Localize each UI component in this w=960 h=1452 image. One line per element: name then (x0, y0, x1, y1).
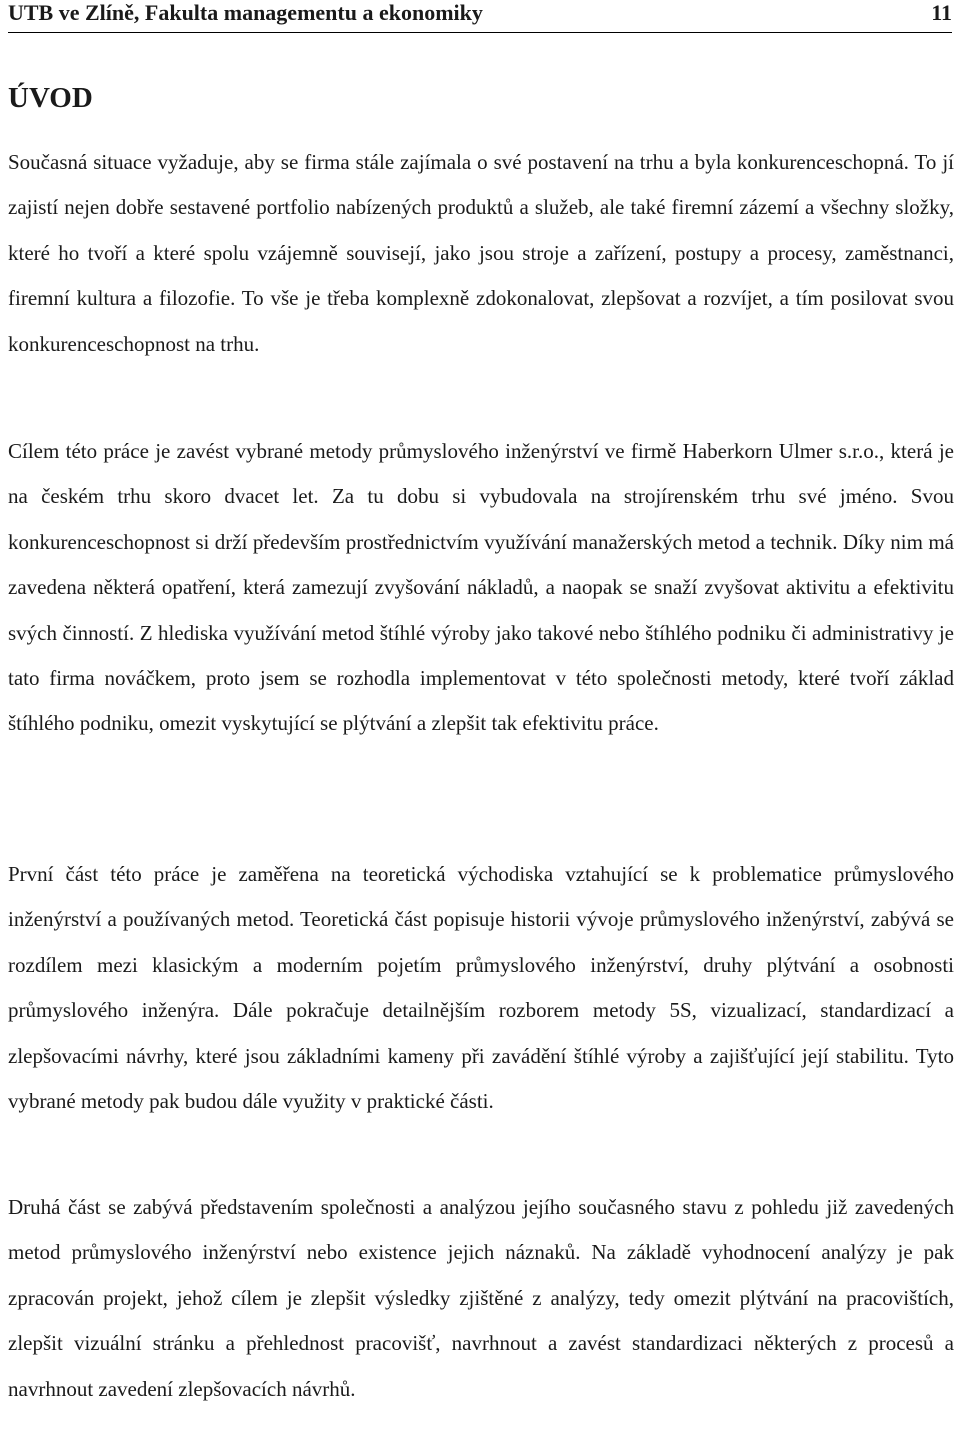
page-number: 11 (931, 0, 952, 25)
chapter-title: ÚVOD (8, 82, 93, 114)
header-title: UTB ve Zlíně, Fakulta managementu a ekonomiky (8, 0, 483, 25)
page-header (8, 0, 952, 33)
paragraph-intro: Současná situace vyžaduje, aby se firma stále zajímala o své postavení na trhu a byla konkurenceschopná. To jí zajistí nejen dobře sestavené portfolio nabízených produktů a služeb, ale také firemní zázemí a všechny složky, které ho tvoří a které spolu vzájemně souvisejí, jako jsou stroje a zařízení, postupy a procesy, zaměstnanci, firemní kultura a filozofie. To vše je třeba komplexně zdokonalovat, zlepšovat a rozvíjet, a tím posilovat svou konkurenceschopnost na trhu. (8, 150, 954, 356)
paragraph-theory: První část této práce je zaměřena na teoretická východiska vztahující se k problematice průmyslového inženýrství a používaných metod. Teoretická část popisuje historii vývoje průmyslového inženýrství, zabývá se rozdílem mezi klasickým a moderním pojetím průmyslového inženýrství, druhy plýtvání a osobnosti průmyslového inženýra. Dále pokračuje detailnějším rozborem metody 5S, vizualizací, standardizací a zlepšovacími návrhy, které jsou základními kameny při zavádění štíhlé výroby a zajišťující její stabilitu. Tyto vybrané metody pak budou dále využity v praktické části. (8, 862, 954, 1114)
paragraph-goal: Cílem této práce je zavést vybrané metody průmyslového inženýrství ve firmě Haberkorn Ulmer s.r.o., která je na českém trhu skoro dvacet let. Za tu dobu si vybudovala na strojírenském trhu své jméno. Svou konkurenceschopnost si drží především prostřednictvím využívání manažerských metod a technik. Díky nim má zavedena některá opatření, která zamezují zvyšování nákladů, a naopak se snaží zvyšovat aktivitu a efektivitu svých činností. Z hlediska využívání metod štíhlé výroby jako takové nebo štíhlého podniku či administrativy je tato firma nováčkem, proto jsem se rozhodla implementovat v této společnosti metody, které tvoří základ štíhlého podniku, omezit vyskytující se plýtvání a zlepšit tak efektivitu práce. (8, 439, 954, 736)
paragraph-practice: Druhá část se zabývá představením společnosti a analýzou jejího současného stavu z pohledu již zavedených metod průmyslového inženýrství nebo existence jejich náznaků. Na základě vyhodnocení analýzy je pak zpracován projekt, jehož cílem je zlepšit výsledky zjištěné z analýzy, tedy omezit plýtvání na pracovištích, zlepšit vizuální stránku a přehlednost pracovišť, navrhnout a zavést standardizaci některých z procesů a navrhnout zavedení zlepšovacích návrhů. (8, 1195, 954, 1401)
